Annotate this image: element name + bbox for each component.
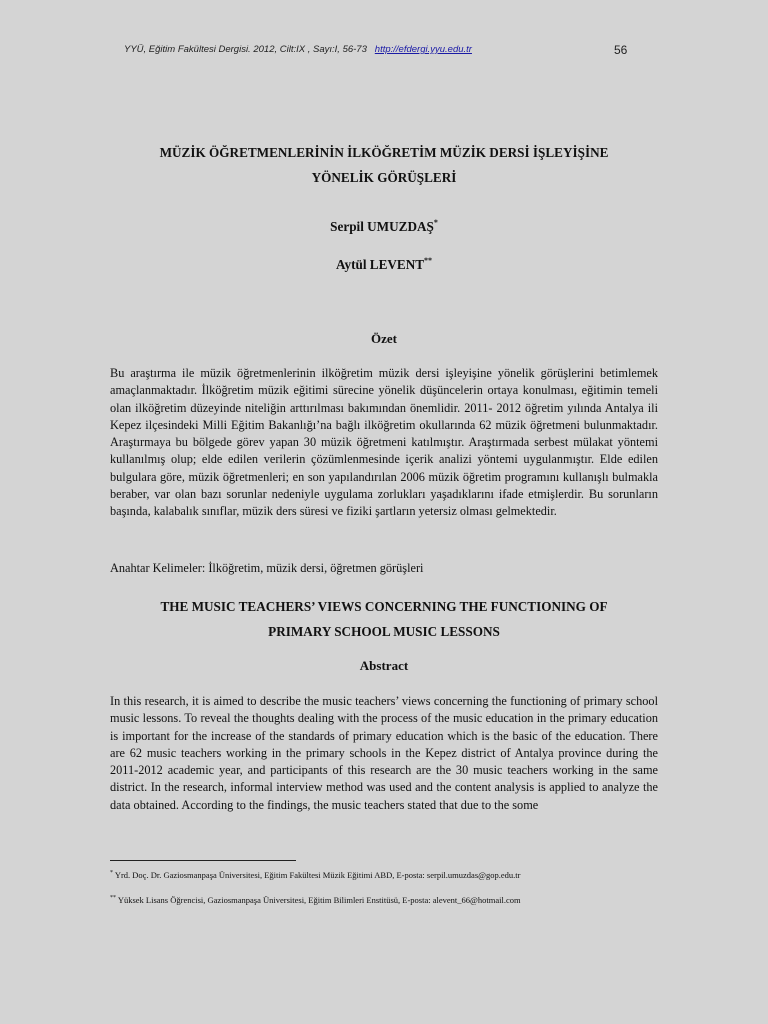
footnote-2 (110, 893, 670, 906)
english-title-line: THE MUSIC TEACHERS’ VIEWS CONCERNING THE FUNCTIONING OF (160, 599, 608, 614)
footnote-mark: * (110, 870, 113, 876)
journal-header (124, 44, 644, 55)
keywords: Anahtar Kelimeler: İlköğretim, müzik dersi, öğretmen görüşleri (110, 561, 424, 575)
english-title-line: PRIMARY SCHOOL MUSIC LESSONS (268, 624, 500, 639)
author-2 (0, 256, 768, 273)
footnote-1 (110, 868, 670, 881)
author-footnote-mark[interactable]: ** (424, 256, 433, 265)
author-1 (0, 218, 768, 235)
author-footnote-mark[interactable]: * (433, 218, 438, 227)
abstract-heading: Abstract (359, 658, 409, 673)
footnote-text: Yrd. Doç. Dr. Gaziosmanpaşa Üniversitesi, Eğitim Fakültesi Müzik Eğitimi ABD, E-posta: serpil.umuzdas@gop.edu.tr (114, 870, 521, 880)
page-number: 56 (614, 43, 628, 57)
ozet-text: Bu araştırma ile müzik öğretmenlerinin ilköğretim müzik dersi işleyişine yönelik görüşlerini betimlemek amaçlanmaktadır. İlköğretim müzik eğitimi sürecine yönelik düşüncelerin ortaya konulması, eğitimin temeli olan ilköğretim düzeyinde niteliğin arttırılması bakımından önemlidir. 2011- 2012 öğretim yılında Antalya ili Kepez ilçesindeki Milli Eğitim Bakanlığı’na bağlı ilköğretim okullarında 62 müzik öğretmeni bulunmaktadır. Araştırmaya bu bölgede görev yapan 30 müzik öğretmeni katılmıştır. Araştırmada serbest mülakat yöntemi kullanılmış olup; elde edilen verilerin çözümlenmesinde içerik analizi yöntemi uygulanmıştır. Elde edilen bulgulara göre, müzik öğretmenleri; en son yapılandırılan 2006 müzik öğretim programını kullanışlı bulmakla beraber, var olan bazı sorunlar nedeniyle uygulama zorlukları yaşadıklarını ifade etmişlerdir. Bu sorunların başında, kalabalık sınıflar, müzik ders süresi ve fiziki şartların yetersiz olması gelmektedir. (110, 366, 658, 519)
journal-citation: YYÜ, Eğitim Fakültesi Dergisi. 2012, Cilt:IX , Sayı:I, 56-73 (124, 44, 367, 55)
footnote-mark: ** (110, 895, 116, 901)
footnote-divider (110, 860, 296, 861)
ozet-heading: Özet (371, 331, 397, 346)
author-name: Serpil UMUZDAŞ (330, 219, 434, 234)
abstract-text: In this research, it is aimed to describe the music teachers’ views concerning the functioning of primary school music lessons. To reveal the thoughts dealing with the process of the music education in the primary education is important for the increase of the standards of primary education which is the basic of the education. There are 62 music teachers working in the primary schools in the Kepez district of Antalya province during the 2011-2012 academic year, and participants of this research are the 30 music teachers working in the same district. In the research, informal interview method was used and the content analysis is applied to analyze the data obtained. According to the findings, the music teachers stated that due to the some (110, 694, 658, 812)
author-name: Aytül LEVENT (335, 257, 425, 272)
journal-link[interactable]: http://efdergi.yyu.edu.tr (374, 44, 472, 55)
english-title (100, 594, 668, 644)
paper-title (100, 140, 668, 190)
paper-title-line: YÖNELİK GÖRÜŞLERİ (311, 170, 457, 185)
paper-title-line: MÜZİK ÖĞRETMENLERİNİN İLKÖĞRETİM MÜZİK DERSİ İŞLEYİŞİNE (159, 145, 609, 160)
footnote-text: Yüksek Lisans Öğrencisi, Gaziosmanpaşa Üniversitesi, Eğitim Bilimleri Enstitüsü, E-posta: alevent_66@hotmail.com (117, 895, 521, 905)
